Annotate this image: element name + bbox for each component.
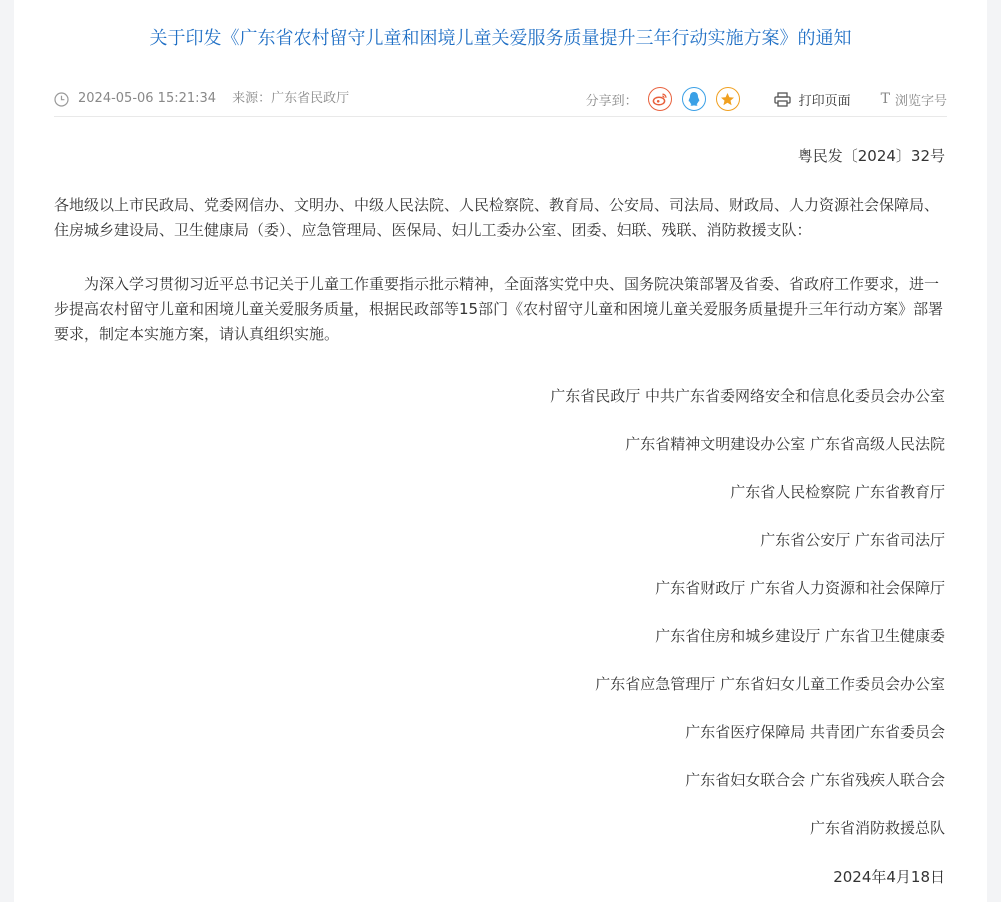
font-size-label: 浏览字号 <box>894 93 947 109</box>
article-meta-bar <box>54 85 947 117</box>
weibo-icon <box>652 92 668 106</box>
share-weibo-button[interactable] <box>648 87 672 111</box>
article-tools <box>586 85 947 113</box>
article-source: 来源：广东省民政厅 <box>232 91 350 106</box>
share-qzone-button[interactable] <box>716 87 740 111</box>
signatories-block <box>345 384 945 864</box>
share-qq-button[interactable] <box>682 87 706 111</box>
publish-datetime: 2024-05-06 15:21:34 <box>78 91 217 106</box>
article-page <box>14 0 987 902</box>
document-date: 2024年4月18日 <box>833 868 945 886</box>
signatory-line: 广东省民政厅 中共广东省委网络安全和信息化委员会办公室 <box>550 387 945 405</box>
qq-icon <box>687 91 701 107</box>
signatory-line: 广东省医疗保障局 共青团广东省委员会 <box>685 723 945 741</box>
signatory-line: 广东省住房和城乡建设厅 广东省卫生健康委 <box>655 627 945 645</box>
clock-icon <box>54 92 69 107</box>
article-title: 关于印发《广东省农村留守儿童和困境儿童关爱服务质量提升三年行动实施方案》的通知 <box>149 28 852 49</box>
signatory-line: 广东省精神文明建设办公室 广东省高级人民法院 <box>625 435 945 453</box>
signatory-line: 广东省消防救援总队 <box>809 819 945 837</box>
share-label: 分享到： <box>585 93 638 109</box>
font-size-button[interactable] <box>881 90 947 109</box>
signatory-line: 广东省妇女联合会 广东省残疾人联合会 <box>685 771 945 789</box>
print-page-label: 打印页面 <box>798 93 851 109</box>
printer-icon <box>774 92 791 107</box>
document-number: 粤民发〔2024〕32号 <box>797 147 945 165</box>
meta-info <box>54 87 349 111</box>
star-icon <box>720 92 735 107</box>
font-size-icon: T <box>880 91 890 107</box>
signatory-line: 广东省公安厅 广东省司法厅 <box>760 531 945 549</box>
signatory-line: 广东省人民检察院 广东省教育厅 <box>730 483 945 501</box>
signatory-line: 广东省财政厅 广东省人力资源和社会保障厅 <box>655 579 945 597</box>
signatory-line: 广东省应急管理厅 广东省妇女儿童工作委员会办公室 <box>595 675 945 693</box>
addressee-paragraph: 各地级以上市民政局、党委网信办、文明办、中级人民法院、人民检察院、教育局、公安局、司法局、财政局、人力资源社会保障局、住房城乡建设局、卫生健康局（委）、应急管理局、医保局、妇儿工委办公室、团委、妇联、残联、消防救援支队： <box>54 196 940 239</box>
body-paragraph: 为深入学习贯彻习近平总书记关于儿童工作重要指示批示精神，全面落实党中央、国务院决策部署及省委、省政府工作要求，进一步提高农村留守儿童和困境儿童关爱服务质量，根据民政部等15部门《农村留守儿童和困境儿童关爱服务质量提升三年行动方案》部署要求，制定本实施方案，请认真组织实施。 <box>54 275 944 343</box>
print-page-button[interactable] <box>774 90 851 109</box>
